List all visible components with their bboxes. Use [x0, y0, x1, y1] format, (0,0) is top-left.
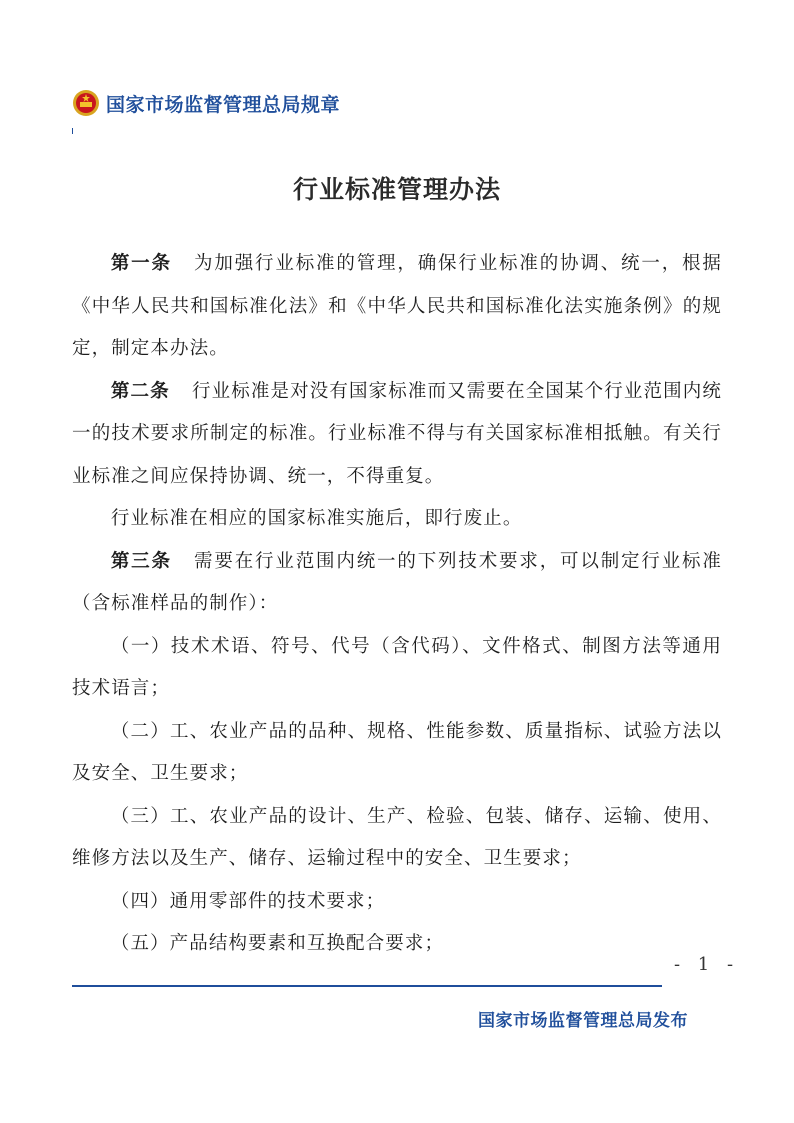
footer-divider — [72, 985, 662, 987]
paragraph-article-2 — [72, 371, 722, 499]
footer-publisher: 国家市场监督管理总局发布 — [478, 1011, 688, 1031]
list-item-text: （四）通用零部件的技术要求； — [110, 890, 386, 912]
header — [72, 86, 340, 120]
list-item-text: （三）工、农业产品的设计、生产、检验、包装、储存、运输、使用、维修方法以及生产、储存、运输过程中的安全、卫生要求； — [72, 805, 722, 869]
document-title: 行业标准管理办法 — [292, 175, 501, 204]
paragraph-article-2-continued — [72, 498, 722, 541]
list-item-3 — [72, 796, 722, 881]
document-body — [72, 243, 722, 966]
list-item-4 — [72, 881, 722, 924]
paragraph-text: 行业标准是对没有国家标准而又需要在全国某个行业范围内统一的技术要求所制定的标准。行业标准不得与有关国家标准相抵触。有关行业标准之间应保持协调、统一，不得重复。 — [72, 380, 722, 487]
list-item-text: （二）工、农业产品的品种、规格、性能参数、质量指标、试验方法以及安全、卫生要求； — [72, 720, 722, 784]
list-item-text: （一）技术术语、符号、代号（含代码）、文件格式、制图方法等通用技术语言； — [72, 635, 722, 699]
paragraph-text: 为加强行业标准的管理，确保行业标准的协调、统一，根据《中华人民共和国标准化法》和《中华人民共和国标准化法实施条例》的规定，制定本办法。 — [72, 253, 722, 359]
list-item-1 — [72, 626, 722, 711]
list-item-5 — [72, 923, 722, 966]
article-label: 第二条 — [110, 380, 170, 402]
list-item-2 — [72, 711, 722, 796]
header-org-title: 国家市场监督管理总局规章 — [106, 93, 341, 116]
national-emblem-icon — [72, 89, 100, 117]
paragraph-text: 需要在行业范围内统一的下列技术要求，可以制定行业标准（含标准样品的制作）： — [72, 550, 722, 614]
header-divider-mark — [72, 128, 73, 134]
article-label: 第一条 — [110, 253, 172, 274]
list-item-text: （五）产品结构要素和互换配合要求； — [110, 933, 445, 954]
article-label: 第三条 — [110, 550, 172, 572]
paragraph-article-1 — [72, 243, 722, 371]
paragraph-text: 行业标准在相应的国家标准实施后，即行废止。 — [110, 508, 523, 529]
page-number: - 1 - — [674, 954, 740, 975]
paragraph-article-3 — [72, 541, 722, 626]
